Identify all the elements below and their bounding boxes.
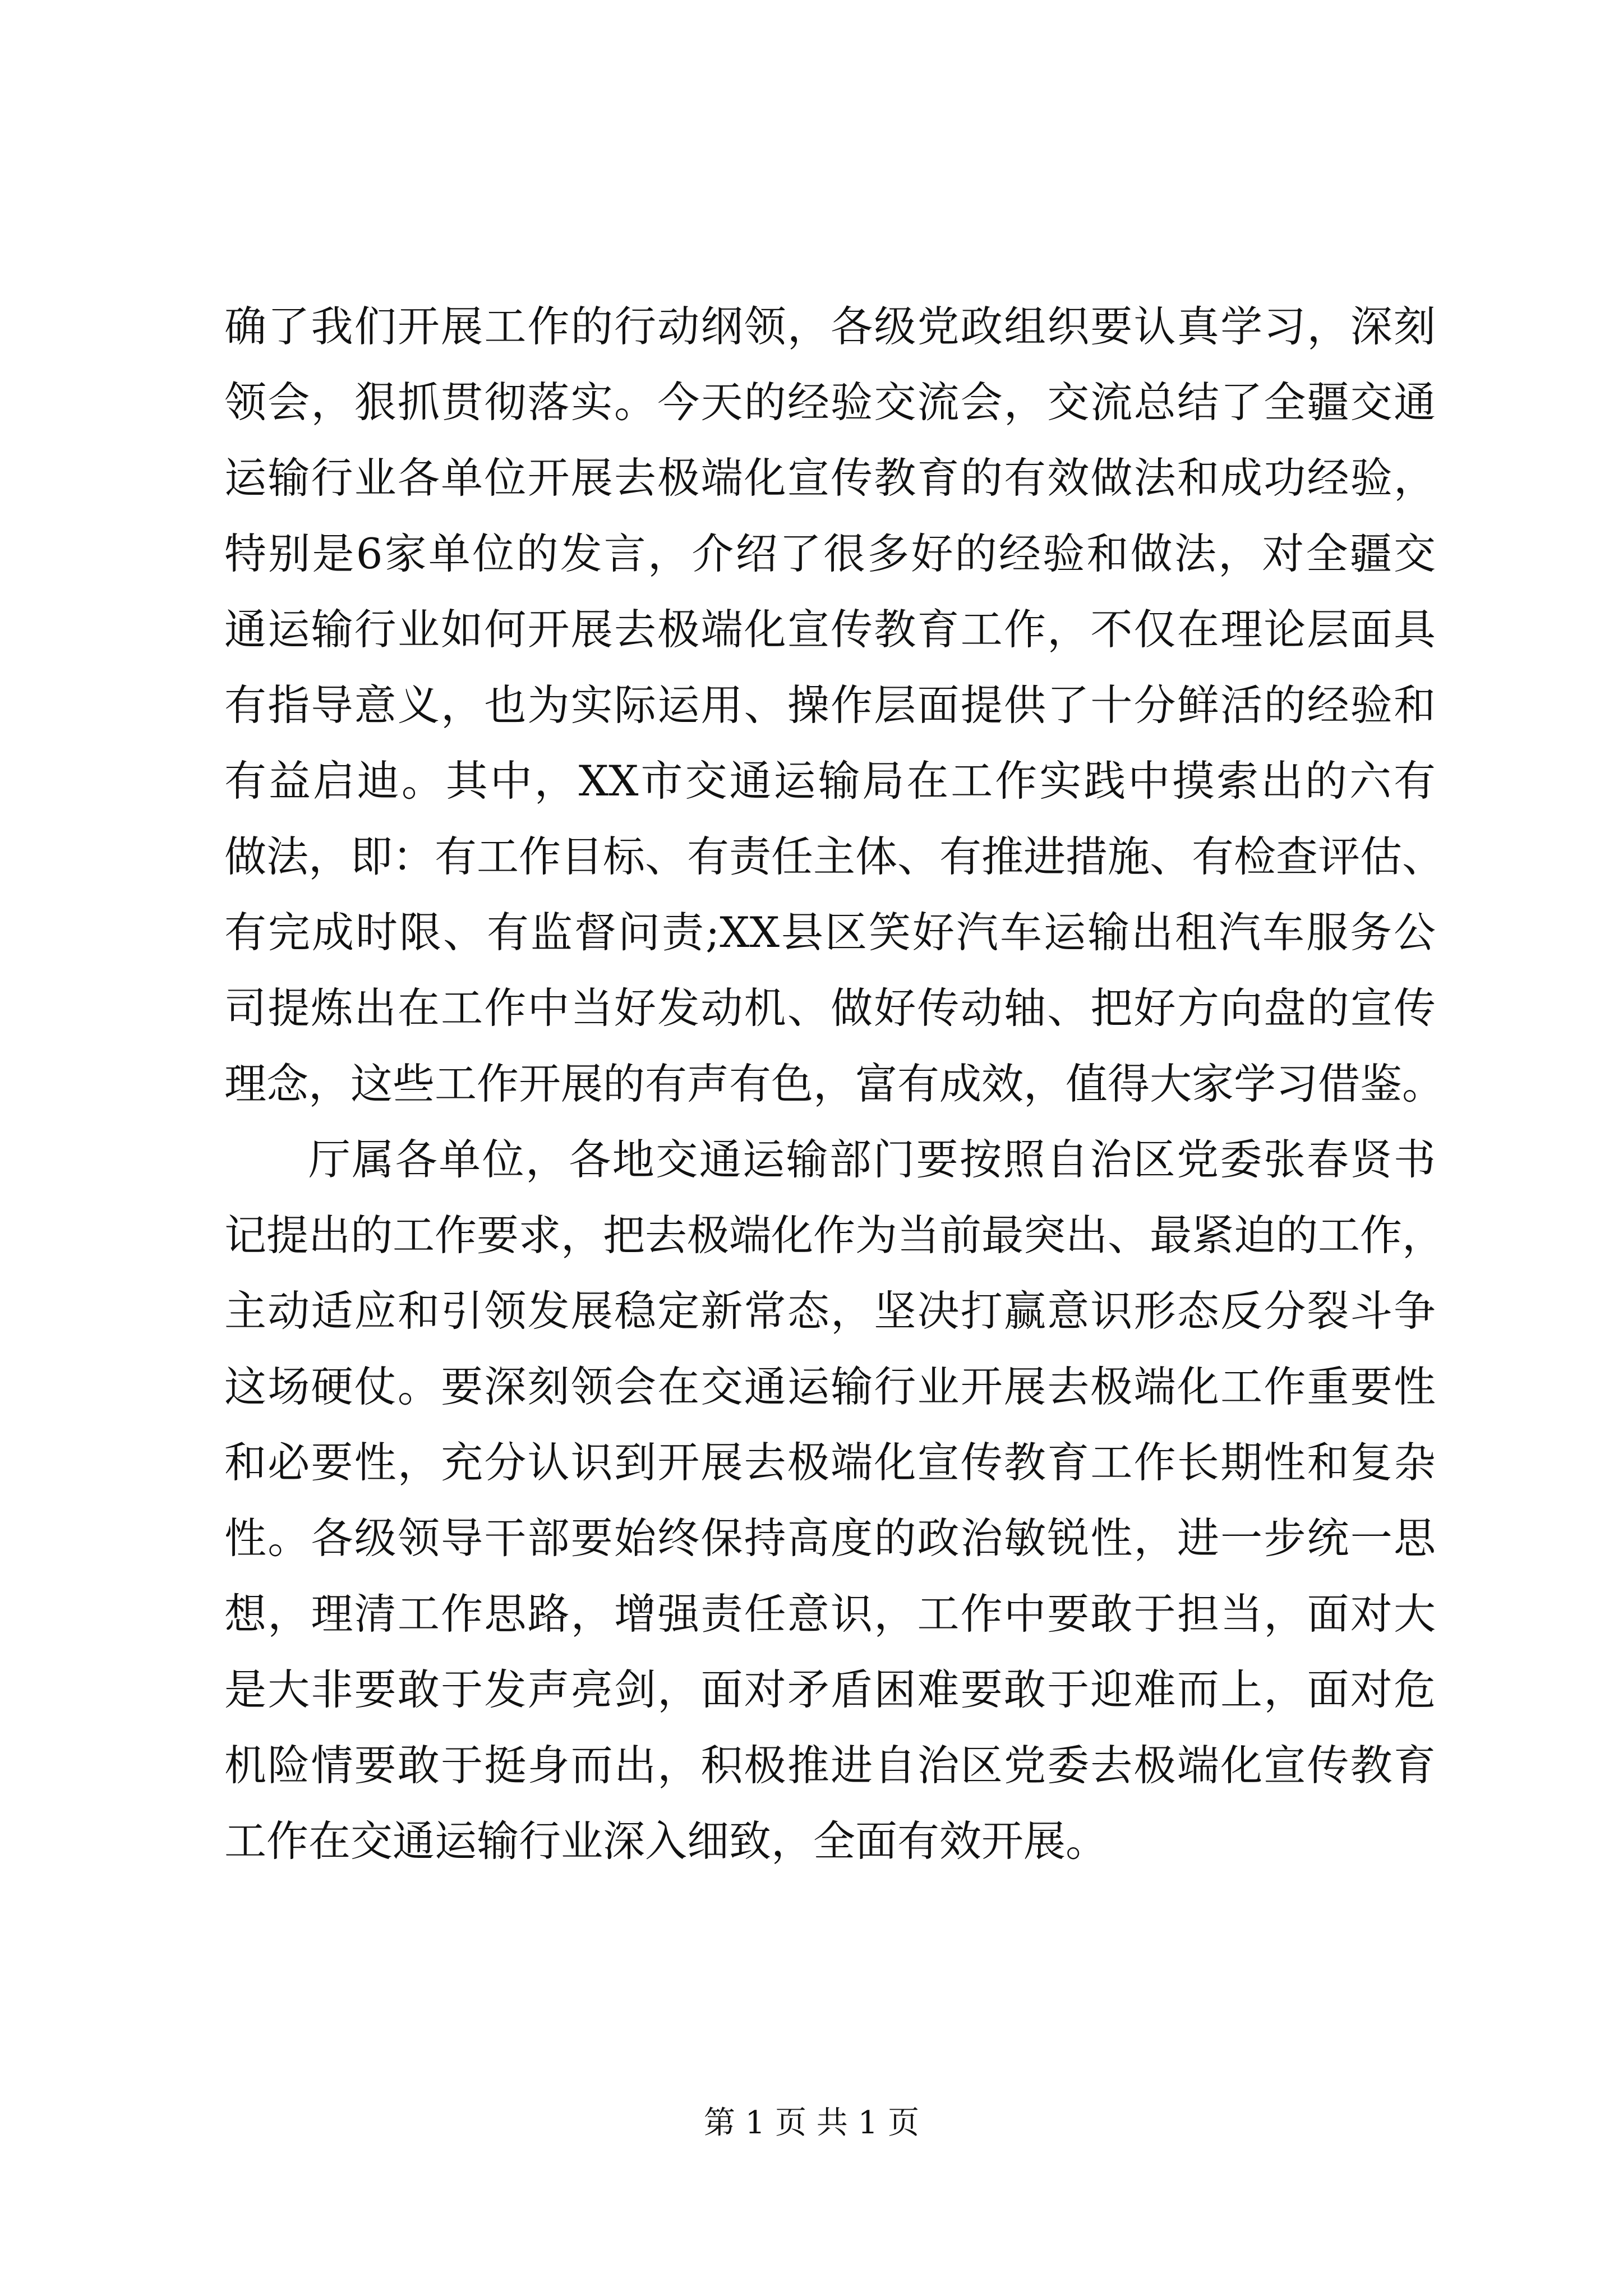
text-line: 通运输行业如何开展去极端化宣传教育工作，不仅在理论层面具: [224, 605, 1436, 654]
text-line: 司提炼出在工作中当好发动机、做好传动轴、把好方向盘的宣传: [224, 983, 1436, 1033]
text-line: 厅属各单位，各地交通运输部门要按照自治区党委张春贤书: [308, 1135, 1436, 1184]
text-line: 工作在交通运输行业深入细致，全面有效开展。: [224, 1816, 1108, 1866]
text-line: 领会，狠抓贯彻落实。今天的经验交流会，交流总结了全疆交通: [224, 378, 1436, 427]
text-line: 运输行业各单位开展去极端化宣传教育的有效做法和成功经验，: [224, 453, 1436, 503]
text-line: 记提出的工作要求，把去极端化作为当前最突出、最紧迫的工作，: [224, 1211, 1445, 1260]
text-line: 特别是6家单位的发言，介绍了很多好的经验和做法，对全疆交: [224, 529, 1436, 578]
text-line: 有益启迪。其中，XX市交通运输局在工作实践中摸索出的六有: [224, 756, 1436, 806]
text-line: 和必要性，充分认识到开展去极端化宣传教育工作长期性和复杂: [224, 1438, 1436, 1487]
page-number-footer: 第 1 页 共 1 页: [703, 2105, 920, 2141]
text-line: 想，理清工作思路，增强责任意识，工作中要敢于担当，面对大: [224, 1589, 1436, 1639]
text-line: 主动适应和引领发展稳定新常态，坚决打赢意识形态反分裂斗争: [224, 1286, 1436, 1336]
text-line: 性。各级领导干部要始终保持高度的政治敏锐性，进一步统一思: [224, 1513, 1436, 1563]
text-line: 有完成时限、有监督问责;XX县区笑好汽车运输出租汽车服务公: [224, 908, 1436, 957]
text-line: 机险情要敢于挺身而出，积极推进自治区党委去极端化宣传教育: [224, 1741, 1436, 1790]
document-body: [224, 289, 1445, 1879]
paragraph-1: [224, 289, 1445, 1122]
text-line: 有指导意义，也为实际运用、操作层面提供了十分鲜活的经验和: [224, 680, 1436, 730]
text-line: 确了我们开展工作的行动纲领，各级党政组织要认真学习，深刻: [224, 302, 1436, 351]
paragraph-2: [224, 1122, 1445, 1879]
text-line: 这场硬仗。要深刻领会在交通运输行业开展去极端化工作重要性: [224, 1362, 1436, 1411]
text-line: 理念，这些工作开展的有声有色，富有成效，值得大家学习借鉴。: [224, 1059, 1445, 1108]
text-line: 是大非要敢于发声亮剑，面对矛盾困难要敢于迎难而上，面对危: [224, 1665, 1436, 1714]
text-line: 做法，即：有工作目标、有责任主体、有推进措施、有检查评估、: [224, 832, 1445, 881]
